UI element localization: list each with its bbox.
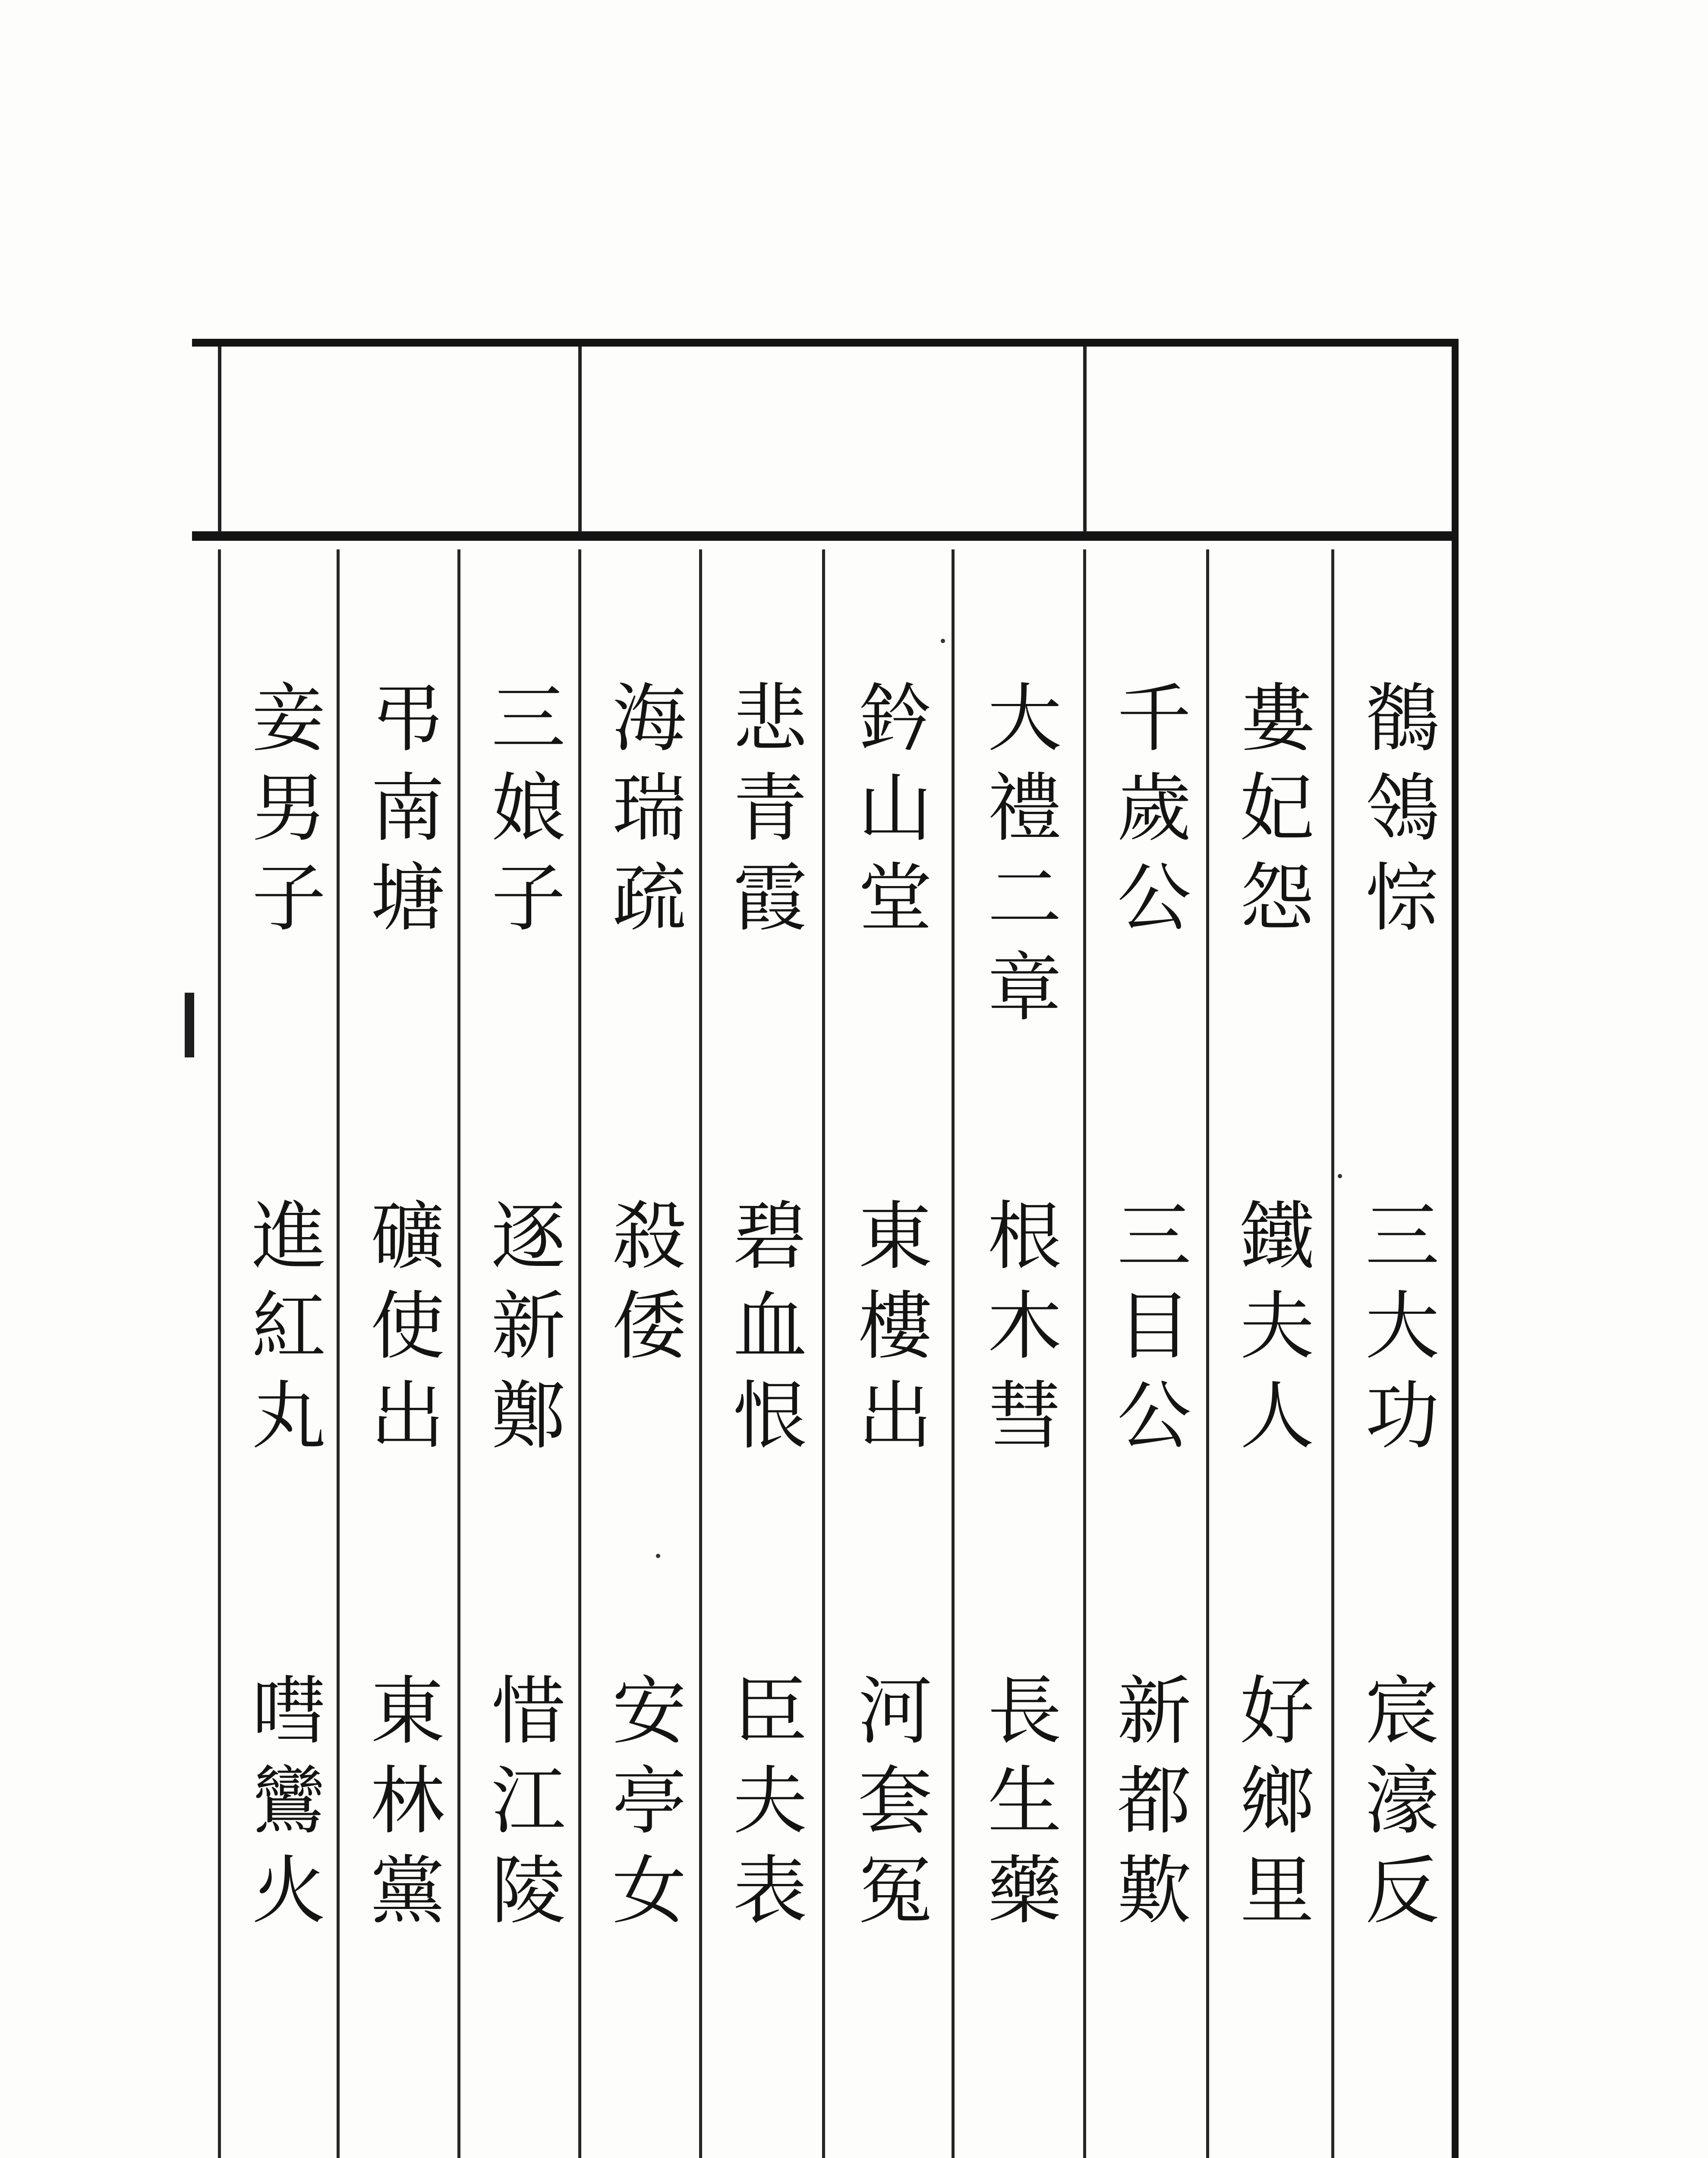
- column-1: [1336, 549, 1456, 2158]
- column-rule: [1331, 549, 1334, 2158]
- column-rule: [952, 549, 955, 2158]
- entry-title: 東林黨: [358, 1672, 445, 1941]
- entry-title: 進紅丸: [239, 1197, 326, 1466]
- entry-title: 千歲公: [1105, 679, 1191, 948]
- column-6: [703, 549, 824, 2158]
- entry-title: 安亭女: [600, 1672, 687, 1941]
- entry-title: 好鄉里: [1228, 1672, 1314, 1941]
- entry-title: 鐵夫人: [1228, 1197, 1314, 1466]
- entry-title: 鈐山堂: [846, 679, 933, 948]
- entry-title: 礦使出: [358, 1197, 445, 1466]
- column-4: [958, 549, 1079, 2158]
- column-2: [1210, 549, 1331, 2158]
- entry-title: 殺倭: [600, 1197, 687, 1376]
- entry-title: 宸濠反: [1353, 1672, 1440, 1941]
- header-register: [192, 347, 1452, 541]
- entry-title: 新都歎: [1105, 1672, 1191, 1941]
- entry-title: 河套冤: [846, 1672, 933, 1941]
- entry-title: 大禮二章: [975, 679, 1062, 1038]
- header-rule: [218, 347, 221, 532]
- ink-speck: [656, 1554, 660, 1558]
- text-frame: [192, 339, 1459, 2158]
- entry-title: 逐新鄭: [479, 1197, 566, 1466]
- entry-title: 弔南塘: [358, 679, 445, 948]
- header-rule: [578, 347, 582, 532]
- entry-title: 婁妃怨: [1228, 679, 1314, 948]
- column-5: [829, 549, 949, 2158]
- column-rule: [1083, 549, 1086, 2158]
- entry-title: 惜江陵: [479, 1672, 566, 1941]
- header-rule: [1083, 347, 1087, 532]
- column-10: [222, 549, 343, 2158]
- entry-title: 悲青霞: [721, 679, 807, 948]
- entry-title: 鶺鴒悰: [1353, 679, 1440, 948]
- entry-title: 長生藥: [975, 1672, 1062, 1941]
- entry-title: 海瑞疏: [600, 679, 687, 948]
- ink-speck: [1338, 1174, 1342, 1178]
- ink-speck: [941, 639, 945, 643]
- entry-title: 臣夫表: [721, 1672, 807, 1941]
- column-rule: [218, 549, 221, 2158]
- column-3: [1087, 549, 1208, 2158]
- entry-title: 妾男子: [239, 679, 326, 948]
- entry-title: 三娘子: [479, 679, 566, 948]
- entry-title: 三大功: [1353, 1197, 1440, 1466]
- column-9: [341, 549, 462, 2158]
- entry-title: 嘒鸞火: [239, 1672, 326, 1941]
- entry-title: 碧血恨: [721, 1197, 807, 1466]
- column-8: [462, 549, 583, 2158]
- entry-title: 三目公: [1105, 1197, 1191, 1466]
- column-7: [583, 549, 703, 2158]
- entry-title: 東樓出: [846, 1197, 933, 1466]
- entry-title: 根木彗: [975, 1197, 1062, 1466]
